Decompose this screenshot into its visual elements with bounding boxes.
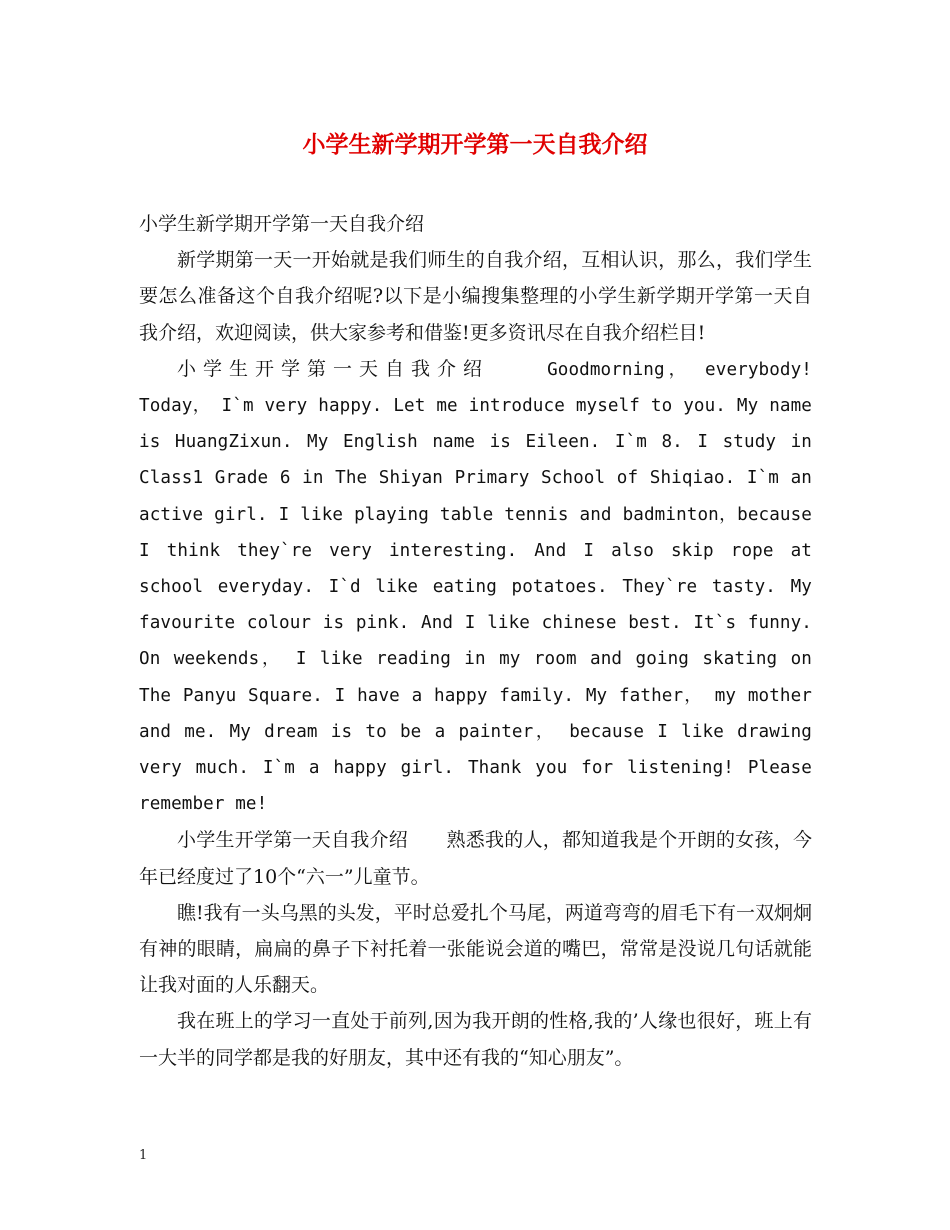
- chinese-intro-paragraph: 小学生开学第一天自我介绍 熟悉我的人，都知道我是个开朗的女孩，今年已经度过了10个“六一”儿童节。: [139, 829, 812, 888]
- page-number: 1: [139, 1148, 148, 1163]
- english-intro-text: Goodmorning， everybody! Today， I`m very happy. Let me introduce myself to you. My name is HuangZixun. My English name is Eileen. I`m 8. I study in Class1 Grade 6 in The Shiyan Primary School of Shiqiao. I`m an active girl. I like playing table tennis and badminton，because I think they`re very interesting. And I also skip rope at school everyday. I`d like eating potatoes. They`re tasty. My favourite colour is pink. And I like chinese best. It`s funny. On weekends， I like reading in my room and going skating on The Panyu Square. I have a happy family. My father， my mother and me. My dream is to be a painter， because I like drawing very much. I`m a happy girl. Thank you for listening! Please remember me!: [139, 359, 812, 815]
- english-intro-paragraph: [139, 351, 812, 823]
- document-title: 小学生新学期开学第一天自我介绍: [302, 131, 648, 158]
- subtitle-line: 小学生新学期开学第一天自我介绍: [139, 213, 425, 235]
- english-intro-heading: 小学生开学第一天自我介绍: [177, 357, 489, 380]
- intro-paragraph: 新学期第一天一开始就是我们师生的自我介绍，互相认识，那么，我们学生要怎么准备这个自我介绍呢?以下是小编搜集整理的小学生新学期开学第一天自我介绍，欢迎阅读，供大家参考和借鉴!更多资讯尽在自我介绍栏目!: [139, 249, 812, 344]
- appearance-paragraph: 瞧!我有一头乌黑的头发，平时总爱扎个马尾，两道弯弯的眉毛下有一双炯炯有神的眼睛，扁扁的鼻子下衬托着一张能说会道的嘴巴，常常是没说几句话就能让我对面的人乐翻天。: [139, 901, 812, 997]
- classmates-paragraph: 我在班上的学习一直处于前列,因为我开朗的性格,我的’人缘也很好，班上有一大半的同学都是我的好朋友，其中还有我的“知心朋友”。: [139, 1010, 812, 1069]
- document-body: [139, 206, 812, 1076]
